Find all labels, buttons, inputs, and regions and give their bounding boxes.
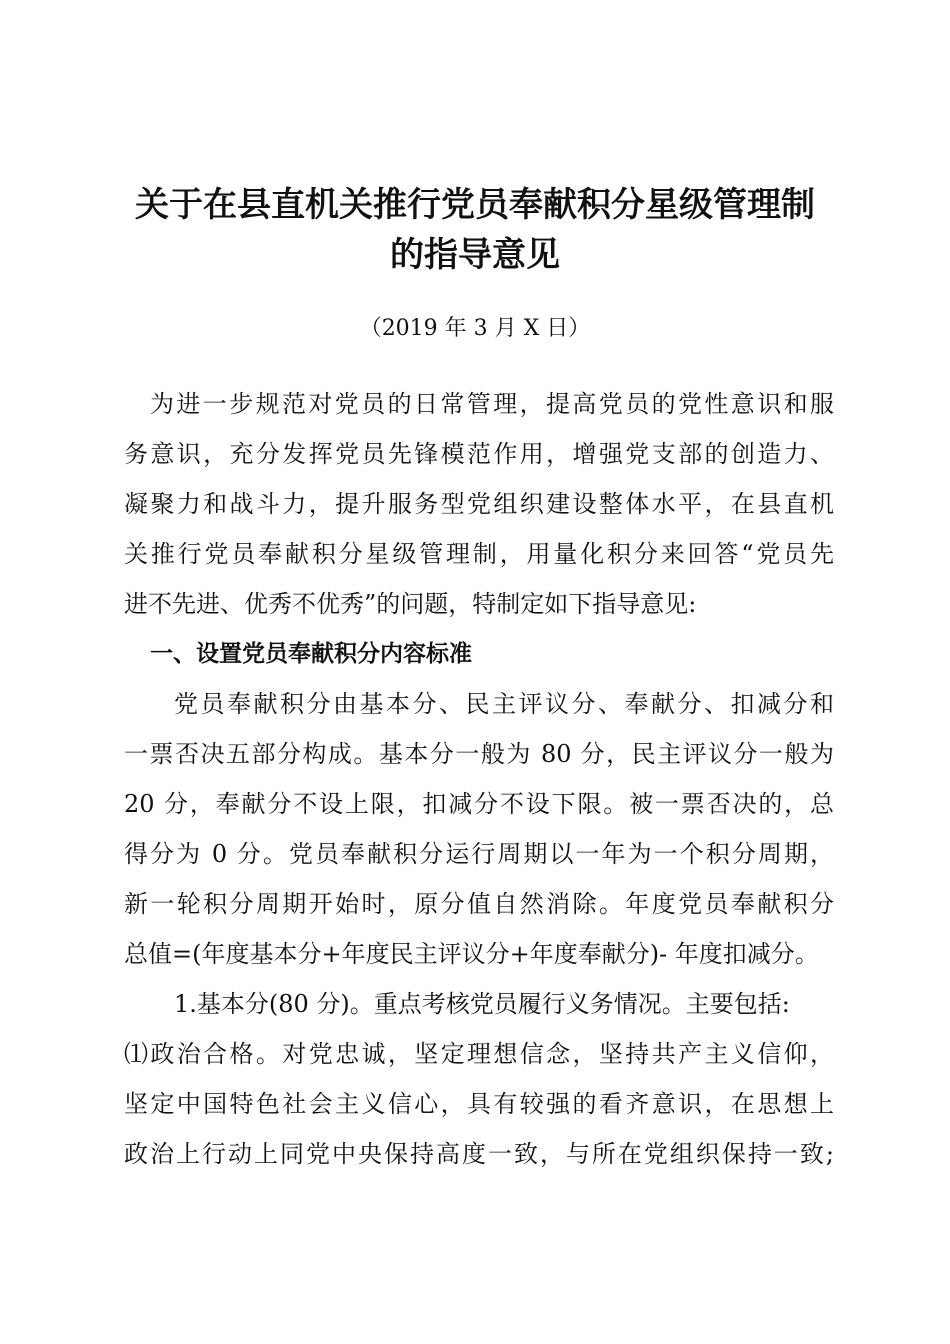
section-1-line-4: 得分为 0 分。党员奉献积分运行周期以一年为一个积分周期， [124,840,834,868]
intro-line-5: 进不先进、优秀不优秀”的问题，特制定如下指导意见: [124,590,697,618]
item-1-line-3: 坚定中国特色社会主义信心，具有较强的看齐意识，在思想上 [124,1090,834,1118]
intro-line-4: 关推行党员奉献积分星级管理制，用量化积分来回答“党员先 [124,540,834,568]
intro-line-3: 凝聚力和战斗力，提升服务型党组织建设整体水平，在县直机 [124,490,834,518]
document-title-line-2: 的指导意见 [390,235,560,275]
document-date: （2019 年 3 月 X 日） [359,316,591,341]
section-1-line-2: 一票否决五部分构成。基本分一般为 80 分，民主评议分一般为 [124,740,834,768]
section-1-line-1: 党员奉献积分由基本分、民主评议分、奉献分、扣减分和 [174,690,834,718]
intro-line-1: 为进一步规范对党员的日常管理，提高党员的党性意识和服 [150,390,834,418]
section-1-line-6: 总值=(年度基本分+年度民主评议分+年度奉献分)- 年度扣减分。 [124,940,819,968]
section-1-line-3: 20 分，奉献分不设上限，扣减分不设下限。被一票否决的，总 [124,790,834,818]
item-1-line-1: 1.基本分(80 分)。重点考核党员履行义务情况。主要包括: [174,990,790,1018]
document-title-line-1: 关于在县直机关推行党员奉献积分星级管理制 [135,185,815,225]
item-1-line-4: 政治上行动上同党中央保持高度一致，与所在党组织保持一致; [124,1140,834,1168]
section-1-heading: 一、设置党员奉献积分内容标准 [150,641,472,667]
item-1-line-2: ⑴政治合格。对党忠诚，坚定理想信念，坚持共产主义信仰， [124,1040,834,1068]
intro-line-2: 务意识，充分发挥党员先锋模范作用，增强党支部的创造力、 [124,440,834,468]
section-1-line-5: 新一轮积分周期开始时，原分值自然消除。年度党员奉献积分 [124,890,834,918]
